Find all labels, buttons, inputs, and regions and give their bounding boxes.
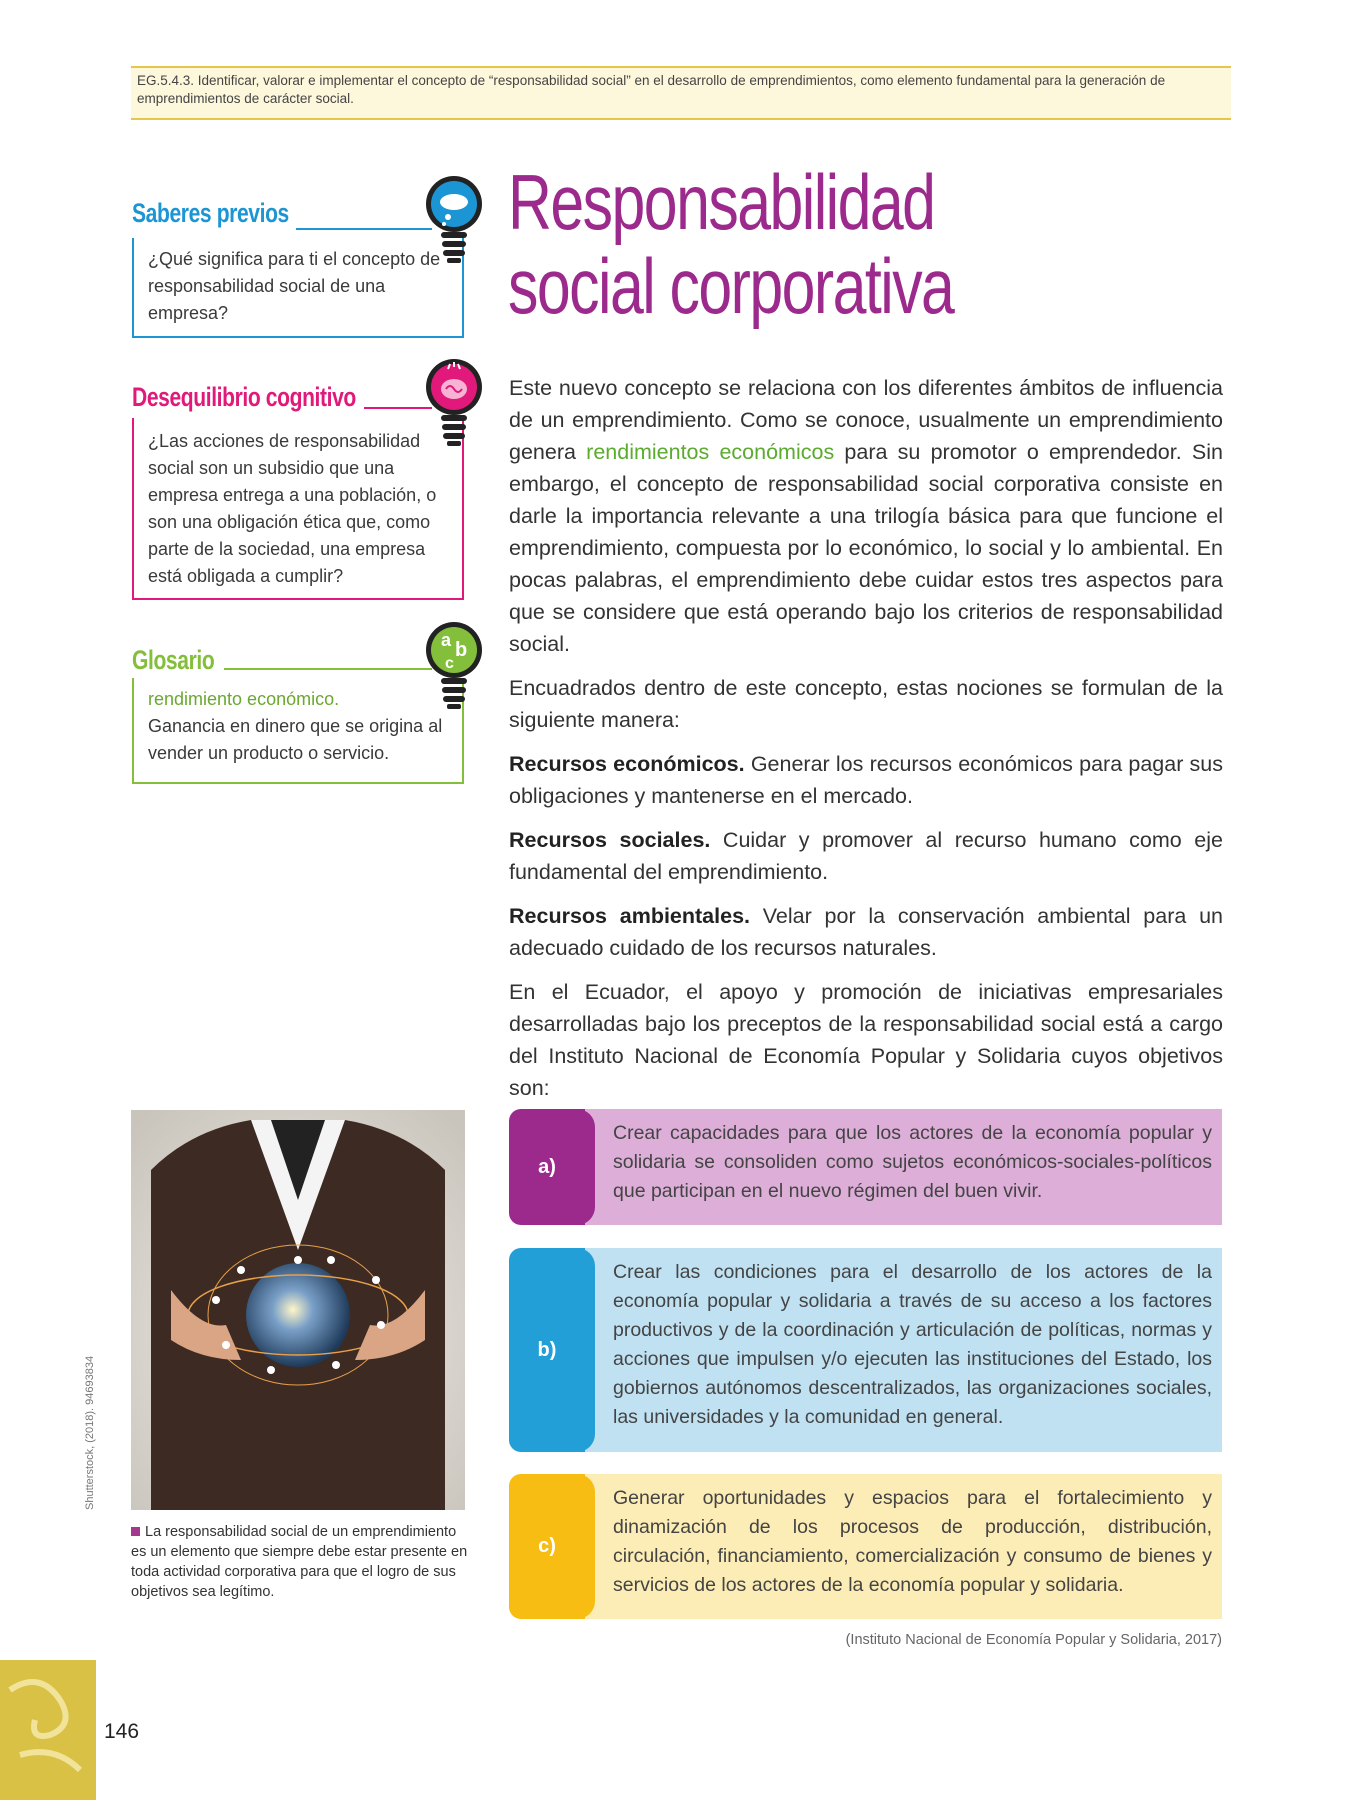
photo-hands-globe xyxy=(131,1110,465,1510)
objective-label-b: b) xyxy=(509,1248,585,1452)
body-p1-start: Este nuevo concepto se relaciona con los diferentes ámbitos de influencia de un emprendimiento. Como se conoce, usualmente un emprendimiento genera xyxy=(509,376,1223,464)
highlight-rendimientos: rendimientos económicos xyxy=(586,440,835,464)
body-paragraph-recursos-economicos xyxy=(509,748,1223,812)
objective-item-b xyxy=(509,1248,1222,1452)
objective-banner xyxy=(131,66,1231,120)
recursos-ambientales-label: Recursos ambientales. xyxy=(509,904,750,928)
objective-item-c xyxy=(509,1474,1222,1619)
page-title xyxy=(508,160,1101,328)
saberes-previos-box xyxy=(132,238,464,338)
desequilibrio-heading: Desequilibrio cognitivo xyxy=(132,382,356,412)
body-paragraph-recursos-ambientales xyxy=(509,900,1223,964)
glosario-term: rendimiento económico. xyxy=(148,689,340,709)
objective-item-a xyxy=(509,1109,1222,1225)
glosario-divider xyxy=(224,668,432,670)
objective-text-a: Crear capacidades para que los actores de la economía popular y solidaria se consoliden como sujetos económicos-sociales-políticos que participan en el nuevo régimen del buen vivir. xyxy=(585,1109,1222,1225)
photo-caption-text: La responsabilidad social de un emprendimiento es un elemento que siempre debe estar presente en toda actividad corporativa para que el logro de sus objetivos sea legítimo. xyxy=(131,1524,468,1600)
photo-caption xyxy=(131,1522,471,1602)
lightbulb-brain-icon xyxy=(424,355,484,455)
saberes-divider xyxy=(296,228,432,230)
body-paragraph-2: Encuadrados dentro de este concepto, estas nociones se formulan de la siguiente manera: xyxy=(509,676,1223,732)
source-citation: (Instituto Nacional de Economía Popular y Solidaria, 2017) xyxy=(845,1632,1222,1648)
body-p1-end: para su promotor o emprendedor. Sin embargo, el concepto de responsabilidad social corporativa consiste en darle la importancia relevante a una trilogía básica para que funcione el emprendimiento, compuesta por lo económico, lo social y lo ambiental. En pocas palabras, el emprendimiento debe cuidar estos tres aspectos para que se considere que está operando bajo los criterios de responsabilidad social. xyxy=(509,440,1223,656)
recursos-ambientales-text: Velar por la conservación ambiental para un adecuado cuidado de los recursos naturales. xyxy=(509,904,1223,960)
objective-label-a: a) xyxy=(509,1109,585,1225)
body-paragraph-recursos-sociales xyxy=(509,824,1223,888)
glosario-definition: Ganancia en dinero que se origina al vender un producto o servicio. xyxy=(148,716,443,763)
lightbulb-abc-icon xyxy=(424,618,484,718)
body-paragraph-6: En el Ecuador, el apoyo y promoción de iniciativas empresariales desarrolladas bajo los preceptos de la responsabilidad social está a cargo del Instituto Nacional de Economía Popular y Solidaria cuyos objetivos son: xyxy=(509,980,1223,1100)
recursos-sociales-label: Recursos sociales. xyxy=(509,828,711,852)
lightbulb-cloud-icon xyxy=(424,172,484,272)
desequilibrio-divider xyxy=(364,407,432,409)
desequilibrio-text: ¿Las acciones de responsabilidad social son un subsidio que una empresa entrega a una población, o son una obligación ética que, como parte de la sociedad, una empresa está obligada a cumplir? xyxy=(148,431,437,586)
glosario-box xyxy=(132,678,464,784)
corner-decoration xyxy=(0,1660,96,1800)
recursos-economicos-label: Recursos económicos. xyxy=(509,752,745,776)
photo-credit: Shutterstock, (2018). 94693834 xyxy=(84,1355,96,1510)
page-title-line2: social corporativa xyxy=(508,242,954,330)
saberes-previos-heading: Saberes previos xyxy=(132,198,289,228)
recursos-sociales-text: Cuidar y promover al recurso humano como eje fundamental del emprendimiento. xyxy=(509,828,1223,884)
caption-bullet xyxy=(131,1527,140,1536)
svg-text:a: a xyxy=(441,630,452,650)
objective-text: EG.5.4.3. Identificar, valorar e implementar el concepto de “responsabilidad social” en el desarrollo de emprendimientos, como elemento fundamental para la generación de emprendimientos de carácter social. xyxy=(137,73,1166,106)
hands-globe-illustration xyxy=(131,1110,465,1510)
objective-text-c: Generar oportunidades y espacios para el fortalecimiento y dinamización de los procesos de producción, distribución, circulación, financiamiento, comercialización y consumo de bienes y servicios de los actores de la economía popular y solidaria. xyxy=(585,1474,1222,1619)
saberes-previos-text: ¿Qué significa para ti el concepto de responsabilidad social de una empresa? xyxy=(148,249,441,323)
corner-swirl-icon xyxy=(0,1660,96,1800)
body-text xyxy=(509,372,1223,1116)
svg-text:c: c xyxy=(445,655,454,672)
glosario-heading: Glosario xyxy=(132,645,215,675)
desequilibrio-box xyxy=(132,418,464,600)
svg-text:b: b xyxy=(455,639,468,661)
page-title-line1: Responsabilidad xyxy=(508,158,935,246)
objective-text-b: Crear las condiciones para el desarrollo de los actores de la economía popular y solidaria a través de su acceso a los factores productivos y de la coordinación y articulación de políticas, normas y acciones que impulsen y/o ejecuten las instituciones del Estado, los gobiernos autónomos descentralizados, las organizaciones sociales, las universidades y la comunidad en general. xyxy=(585,1248,1222,1452)
body-paragraph-1 xyxy=(509,372,1223,660)
recursos-economicos-text: Generar los recursos económicos para pagar sus obligaciones y mantenerse en el mercado. xyxy=(509,752,1224,808)
page-number: 146 xyxy=(104,1720,140,1743)
objective-label-c: c) xyxy=(509,1474,585,1619)
